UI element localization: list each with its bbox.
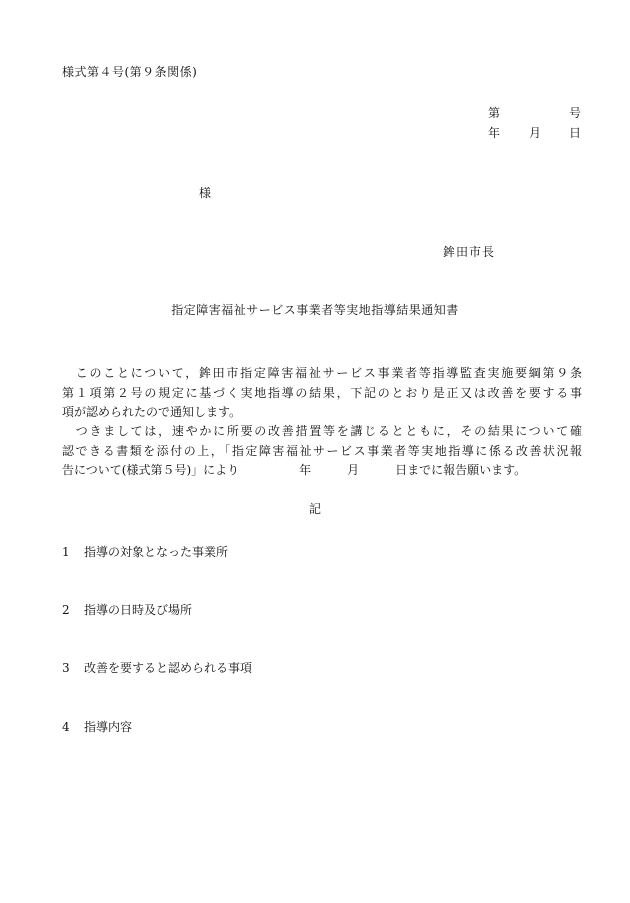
list-item <box>62 721 132 733</box>
item-text: 指導の日時及び場所 <box>84 603 193 617</box>
item-text: 指導の対象となった事業所 <box>84 545 229 559</box>
list-item <box>62 662 252 674</box>
list-item <box>62 604 192 616</box>
ki-heading: 記 <box>308 502 321 516</box>
item-text: 指導内容 <box>84 720 133 734</box>
date-month-label: 月 <box>529 126 542 140</box>
date-day-label: 日 <box>569 126 582 140</box>
item-number: 2 <box>62 603 70 617</box>
paragraph-line: つきましては，速やかに所要の改善措置等を講じるとともに，その結果について確 <box>62 424 582 438</box>
document-title: 指定障害福祉サービス事業者等実地指導結果通知書 <box>171 303 459 317</box>
item-number: 1 <box>62 545 70 559</box>
paragraph-line: 項が認められたので通知します。 <box>62 405 242 419</box>
addressee-honorific: 様 <box>199 186 212 200</box>
item-number: 4 <box>62 720 70 734</box>
doc-number-prefix: 第 <box>488 106 501 120</box>
doc-number-suffix: 号 <box>569 106 582 120</box>
paragraph-line: このことについて，鉾田市指定障害福祉サービス事業者等指導監査実施要綱第９条 <box>62 366 582 380</box>
item-number: 3 <box>62 661 70 675</box>
paragraph-line: 第１項第２号の規定に基づく実地指導の結果，下記のとおり是正又は改善を要する事 <box>62 386 582 400</box>
date-year-label: 年 <box>488 126 501 140</box>
item-text: 改善を要すると認められる事項 <box>84 661 253 675</box>
paragraph-line: 告について(様式第５号)」により 年 月 日までに報告願います。 <box>62 463 527 477</box>
list-item <box>62 546 228 558</box>
sender-name: 鉾田市長 <box>443 245 496 259</box>
form-number: 様式第４号(第９条関係) <box>62 65 198 79</box>
paragraph-line: 認できる書類を添付の上，「指定障害福祉サービス事業者等実地指導に係る改善状況報 <box>62 444 582 458</box>
